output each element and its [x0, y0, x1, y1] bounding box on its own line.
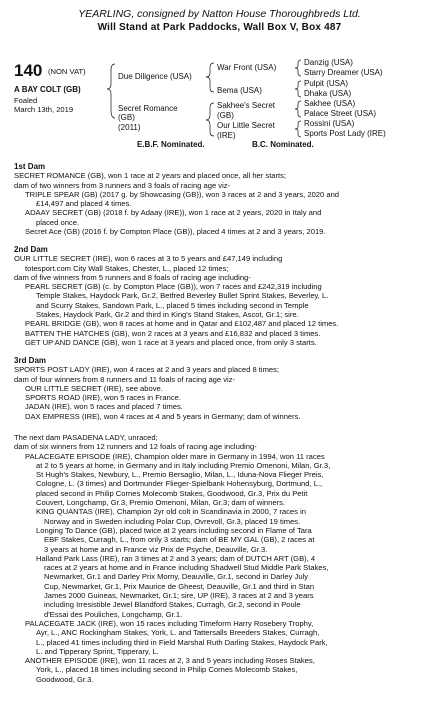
first-dam-l1: SECRET ROMANCE (GB), won 1 race at 2 years and placed once, all her starts; [14, 171, 287, 181]
halland-park-lass-l6: including Irresistible Jewel Blandford Stakes, Curragh, Gr.2, second in Poule [44, 600, 301, 610]
vat-status: (NON VAT) [48, 67, 86, 76]
ped-sdd: Dhaka (USA) [304, 89, 352, 98]
dam-sire-line2: (GB) [217, 111, 234, 120]
palacegate-jack-l2: Ayr, L., ANC Rockingham Stakes, York, L. and Tattersalls Breeders Stakes, Curragh, [36, 628, 320, 638]
halland-park-lass-l3: Newmarket, Gr.1 and Darley Prix Morny, Deauville, Gr.1, second in Darley July [44, 572, 309, 582]
second-dam-l4: PEARL SECRET (GB) (c. by Compton Place (GB)), won 7 races and £242,319 including [25, 282, 322, 292]
fourth-dam-section [14, 433, 426, 684]
second-dam-l1: OUR LITTLE SECRET (IRE), won 6 races at 3 to 5 years and £47,149 including [14, 254, 283, 264]
second-dam-section [14, 245, 426, 347]
sire-dam: Bema (USA) [217, 86, 262, 95]
third-dam-l5: JADAN (IRE), won 5 races and placed 7 times. [25, 402, 183, 412]
longing-to-dance-l2: EBF Stakes, Curragh, L., from only 3 starts; dam of BE MY GAL (GB), 2 races at [44, 535, 315, 545]
box-location-line: Will Stand at Park Paddocks, Wall Box V, Box 487 [97, 22, 342, 33]
first-dam-l4: £14,497 and placed 4 times. [36, 199, 132, 209]
third-dam-l3: OUR LITTLE SECRET (IRE), see above. [25, 383, 163, 393]
fourth-dam-l1: The next dam PASADENA LADY, unraced; [14, 433, 158, 442]
second-dam-l10: GET UP AND DANCE (GB), won 1 race at 3 years and placed once, from only 3 starts. [25, 337, 317, 347]
ped-dds: Rossini (USA) [304, 119, 355, 128]
first-dam-heading: 1st Dam [14, 162, 46, 171]
sire: Due Diligence (USA) [118, 72, 192, 81]
palacegate-jack-l1: PALACEGATE JACK (IRE), won 15 races including Timeform Harry Rosebery Trophy, [25, 618, 314, 628]
first-dam-l2: dam of two winners from 3 runners and 3 foals of racing age viz- [14, 180, 231, 190]
first-dam-l3: TRIPLE SPEAR (GB) (2017 g. by Showcasing (GB)), won 3 races at 2 and 3 years, 2020 and [25, 189, 340, 199]
ebf-nomination: E.B.F. Nominated. [137, 140, 205, 149]
king-quantas-l1: KING QUANTAS (IRE), Champion 2yr old colt in Scandinavia in 2000, 7 races in [36, 507, 306, 517]
ped-dss: Sakhee (USA) [304, 99, 356, 108]
second-dam-l9: BATTEN THE HATCHES (GB), won 2 races at 3 years and £16,832 and placed 3 times. [25, 328, 321, 338]
bc-nomination: B.C. Nominated. [252, 140, 314, 149]
dam-line2: (GB) [118, 113, 135, 122]
second-dam-l3: dam of five winners from 5 runners and 8 foals of racing age including- [14, 272, 251, 282]
ped-ssd: Starry Dreamer (USA) [304, 68, 383, 77]
palacegate-episode-l1: PALACEGATE EPISODE (IRE), Champion older mare in Germany in 1994, won 11 races [25, 451, 325, 461]
palacegate-episode-l4: Cologne, L. (3 times) and Dortmunder Flieger-Spielbank Hohensyburg, Dortmund, L., [36, 479, 323, 489]
dam-sire-line1: Sakhee's Secret [217, 101, 276, 110]
dam-line3: (2011) [118, 123, 141, 132]
king-quantas-l2: Norway and in Sweden including Polar Cup, Ovrevoll, Gr.3, placed 19 times. [44, 516, 301, 526]
third-dam-section [14, 356, 426, 421]
dam-dam-line2: (IRE) [217, 131, 236, 140]
second-dam-l7: Stakes, Haydock Park, Gr.2 and third in King's Stand Stakes, Ascot, Gr.1; sire. [36, 310, 299, 320]
third-dam-heading: 3rd Dam [14, 356, 47, 365]
another-episode-l1: ANOTHER EPISODE (IRE), won 11 races at 2, 3 and 5 years including Roses Stakes, [25, 656, 315, 666]
palacegate-episode-l2: at 2 to 5 years at home, in Germany and in Italy including Premio Omenoni, Milan, Gr.3, [36, 460, 331, 470]
ped-sds: Pulpit (USA) [304, 79, 349, 88]
first-dam-l5: ADAAY SECRET (GB) (2018 f. by Adaay (IRE)), won 1 race at 2 years, 2020 in Italy and [25, 208, 322, 218]
palacegate-episode-l5: placed second in Philip Cornes Molecomb Stakes, Goodwood, Gr.3, Prix du Petit [36, 488, 308, 498]
halland-park-lass-l1: Halland Park Lass (IRE), ran 3 times at 2 and 3 years; dam of DUTCH ART (GB), 4 [36, 553, 316, 563]
second-dam-l2: totesport.com City Wall Stakes, Chester, L., placed 12 times; [25, 263, 229, 273]
dam-dam-line1: Our Little Secret [217, 121, 275, 130]
ped-ddd: Sports Post Lady (IRE) [304, 129, 386, 138]
second-dam-heading: 2nd Dam [14, 245, 48, 254]
another-episode-l2: York, L., placed 18 times including second in Philip Cornes Molecomb Stakes, [36, 665, 298, 675]
halland-park-lass-l5: James 2000 Guineas, Newmarket, Gr.1; sire, UP (IRE), 3 races at 2 and 3 years [44, 591, 314, 601]
lot-number: 140 [14, 61, 43, 80]
third-dam-l6: DAX EMPRESS (IRE), won 4 races at 4 and 5 years in Germany; dam of winners. [25, 411, 301, 421]
second-dam-l8: PEARL BRIDGE (GB), won 8 races at home and in Qatar and £102,487 and placed 12 times. [25, 319, 339, 329]
ped-sss: Danzig (USA) [304, 58, 353, 67]
first-dam-l7: Secret Ace (GB) (2016 f. by Compton Place (GB)), placed 4 times at 2 and 3 years, 2019. [25, 227, 326, 237]
halland-park-lass-l2: races at 2 years at home and in France including Shadwell Stud Middle Park Stakes, [44, 563, 329, 573]
consignor-line: YEARLING, consigned by Natton House Thoroughbreds Ltd. [78, 8, 361, 20]
palacegate-episode-l6: Couvert, Longchamp, Gr.3, Premio Omenoni, Milan, Gr.3; dam of winners. [36, 498, 286, 508]
first-dam-l6: placed once. [36, 217, 80, 227]
another-episode-l3: Goodwood, Gr.3. [36, 674, 94, 684]
halland-park-lass-l7: d'Essai des Pouliches, Longchamp, Gr.1. [44, 609, 183, 619]
palacegate-jack-l4: L. and Tipperary Sprint, Tipperary, L. [36, 646, 159, 656]
fourth-dam-l2: dam of six winners from 12 runners and 12 foals of racing age including- [14, 442, 257, 452]
halland-park-lass-l4: Cup, Newmarket, Gr.1, Prix Maurice de Gheest, Deauville, Gr.1 and third in Stan [44, 581, 315, 591]
third-dam-l2: dam of four winners from 8 runners and 11 foals of racing age viz- [14, 374, 236, 384]
third-dam-l1: SPORTS POST LADY (IRE), won 4 races at 2 and 3 years and placed 8 times; [14, 365, 280, 375]
third-dam-l4: SPORTS ROAD (IRE), won 5 races in France. [25, 393, 181, 403]
first-dam-section [14, 162, 426, 236]
palacegate-jack-l3: L., placed 41 times including third in Field Marshal Ruth Darling Stakes, Haydock Park, [36, 637, 328, 647]
palacegate-episode-l3: St Hugh's Stakes, Newbury, L., Premio Bersaglio, Milan, L., Iduna-Nova Flieger Preis, [36, 470, 324, 480]
longing-to-dance-l3: 3 years at home and in France viz Prix de Psyche, Deauville, Gr.3. [44, 544, 268, 554]
dam-line1: Secret Romance [118, 104, 178, 113]
foaled-date: March 13th, 2019 [14, 105, 74, 114]
ped-dsd: Palace Street (USA) [304, 109, 377, 118]
foaled-label: Foaled [14, 96, 38, 105]
second-dam-l5: Temple Stakes, Haydock Park, Gr.2, Betfred Beverley Bullet Sprint Stakes, Beverley, L. [36, 291, 329, 301]
second-dam-l6: and Scurry Stakes, Sandown Park, L., placed 5 times including second in Temple [36, 300, 309, 310]
lot-title: A BAY COLT (GB) [14, 85, 81, 94]
sire-sire: War Front (USA) [217, 63, 277, 72]
longing-to-dance-l1: Longing To Dance (GB), placed twice at 2 years including second in Flame of Tara [36, 525, 312, 535]
